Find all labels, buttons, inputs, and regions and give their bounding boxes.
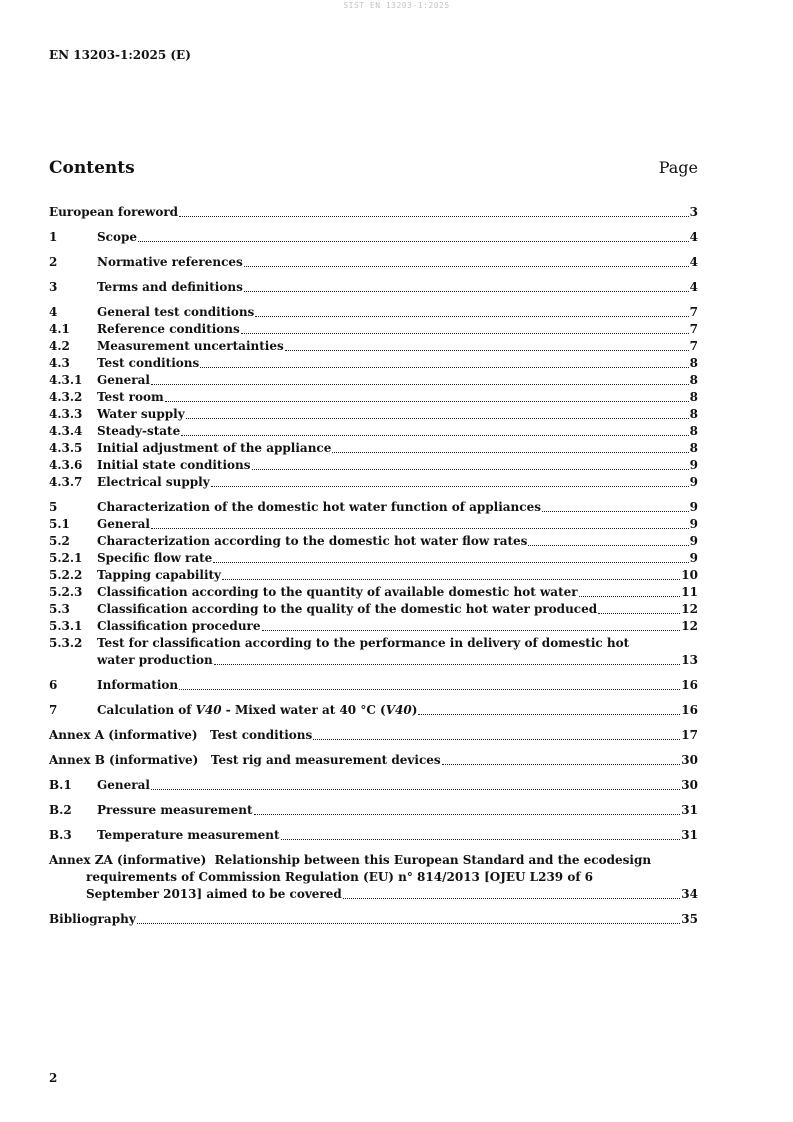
dot-leader xyxy=(542,511,689,512)
toc-entry-b-2[interactable] xyxy=(49,802,698,819)
toc-entry-number: 5.3.1 xyxy=(49,619,83,633)
dot-leader xyxy=(186,418,689,419)
toc-entry-title: Characterization of the domestic hot water function of appliances xyxy=(97,500,541,514)
toc-entry-number: 4.3.4 xyxy=(49,424,83,438)
toc-entry-4-1[interactable] xyxy=(49,321,698,338)
toc-entry-title: Scope xyxy=(97,230,138,244)
toc-entry-page: 17 xyxy=(681,728,698,742)
toc-entry-page: 8 xyxy=(689,356,698,370)
toc-entry-page: 8 xyxy=(689,407,698,421)
toc-entry-page: 3 xyxy=(689,205,698,219)
toc-entry-number: 6 xyxy=(49,678,58,692)
dot-leader xyxy=(181,435,688,436)
toc-entry-4-3-5[interactable] xyxy=(49,440,698,457)
toc-entry-title: Reference conditions xyxy=(97,322,240,336)
toc-entry-7[interactable] xyxy=(49,702,698,719)
toc-entry-page: 8 xyxy=(689,441,698,455)
toc-entry-number: 1 xyxy=(49,230,58,244)
dot-leader xyxy=(598,613,680,614)
v40-symbol: V40 xyxy=(385,703,412,717)
toc-entry-title: Specific flow rate xyxy=(97,551,213,565)
toc-entry-number: B.3 xyxy=(49,828,72,842)
toc-entry-number: 5.1 xyxy=(49,517,70,531)
dot-leader xyxy=(332,452,688,453)
toc-entry-number: 5.2 xyxy=(49,534,70,548)
dot-leader xyxy=(211,486,689,487)
contents-header xyxy=(49,158,698,178)
toc-entry-title: General test conditions xyxy=(97,305,255,319)
toc-entry-title: Information xyxy=(97,678,179,692)
toc-entry-title: Pressure measurement xyxy=(97,803,253,817)
toc-entry-number: 5.2.3 xyxy=(49,585,83,599)
page-number: 2 xyxy=(49,1071,58,1085)
toc-entry-5-3-1[interactable] xyxy=(49,618,698,635)
toc-entry-page: 31 xyxy=(681,803,698,817)
v40-symbol: V40 xyxy=(195,703,222,717)
toc-entry-title: European foreword xyxy=(49,205,179,219)
toc-entry-1[interactable] xyxy=(49,229,698,246)
toc-entry-number: 4 xyxy=(49,305,58,319)
toc-entry-4-3[interactable] xyxy=(49,355,698,372)
toc-entry-number: 4.1 xyxy=(49,322,70,336)
toc-entry-b-1[interactable] xyxy=(49,777,698,794)
dot-leader xyxy=(313,739,680,740)
toc-entry-page: 9 xyxy=(689,551,698,565)
toc-entry-number: 5.3 xyxy=(49,602,70,616)
toc-entry-5-2-1[interactable] xyxy=(49,550,698,567)
toc-entry-annex-b[interactable] xyxy=(49,752,698,769)
toc-entry-number: B.1 xyxy=(49,778,72,792)
toc-entry-number: B.2 xyxy=(49,803,72,817)
toc-entry-number: 4.3 xyxy=(49,356,70,370)
dot-leader xyxy=(528,545,688,546)
watermark: SIST EN 13203-1:2025 xyxy=(343,1,450,10)
toc-entry-number: 3 xyxy=(49,280,58,294)
toc-entry-page: 9 xyxy=(689,458,698,472)
contents-title: Contents xyxy=(49,158,135,178)
dot-leader xyxy=(252,469,689,470)
toc-entry-title: Bibliography xyxy=(49,912,136,926)
dot-leader xyxy=(418,714,680,715)
dot-leader xyxy=(179,216,689,217)
toc-entry-number: 2 xyxy=(49,255,58,269)
toc-entry-number: 5.2.2 xyxy=(49,568,83,582)
toc-entry-title: Measurement uncertainties xyxy=(97,339,284,353)
toc-entry-number: 5.3.2 xyxy=(49,636,83,650)
dot-leader xyxy=(151,789,680,790)
toc-entry-page: 31 xyxy=(681,828,698,842)
toc-entry-page: 4 xyxy=(689,230,698,244)
toc-entry-number: 4.3.2 xyxy=(49,390,83,404)
toc-entry-3[interactable] xyxy=(49,279,698,296)
toc-entry-title: Electrical supply xyxy=(97,475,210,489)
dot-leader xyxy=(262,630,681,631)
toc-entry-page: 9 xyxy=(689,534,698,548)
dot-leader xyxy=(165,401,689,402)
page-column-label: Page xyxy=(658,158,698,177)
toc-entry-4-3-4[interactable] xyxy=(49,423,698,440)
toc-entry-foreword[interactable] xyxy=(49,204,698,221)
toc-entry-2[interactable] xyxy=(49,254,698,271)
dot-leader xyxy=(244,291,689,292)
toc-entry-title: Test room xyxy=(97,390,164,404)
toc-entry-page: 10 xyxy=(681,568,698,582)
toc-entry-6[interactable] xyxy=(49,677,698,694)
toc-entry-4-3-6[interactable] xyxy=(49,457,698,474)
toc-entry-title: Steady-state xyxy=(97,424,181,438)
toc-entry-page: 12 xyxy=(681,602,698,616)
toc-entry-annex-a[interactable] xyxy=(49,727,698,744)
toc-entry-title: Annex B (informative) Test rig and measurement devices xyxy=(49,753,441,767)
toc-entry-5-3[interactable] xyxy=(49,601,698,618)
toc-entry-number: 4.3.3 xyxy=(49,407,83,421)
toc-entry-number: 4.2 xyxy=(49,339,70,353)
toc-entry-page: 35 xyxy=(681,912,698,926)
toc-entry-title: General xyxy=(97,778,150,792)
toc-entry-4[interactable] xyxy=(49,304,698,321)
dot-leader xyxy=(285,350,689,351)
toc-entry-title-line-3: September 2013] aimed to be covered xyxy=(86,887,342,901)
toc-entry-5-3-2[interactable] xyxy=(49,635,698,669)
toc-entry-page: 7 xyxy=(689,305,698,319)
dot-leader xyxy=(137,923,681,924)
dot-leader xyxy=(151,528,689,529)
toc-entry-title: Classification procedure xyxy=(97,619,261,633)
toc-entry-title-line-1: Test for classification according to the performance in delivery of domestic hot xyxy=(97,636,630,650)
toc-entry-4-3-2[interactable] xyxy=(49,389,698,406)
toc-entry-title: Characterization according to the domestic hot water flow rates xyxy=(97,534,528,548)
toc-entry-page: 4 xyxy=(689,280,698,294)
toc-entry-number: 5.2.1 xyxy=(49,551,83,565)
toc-entry-bibliography[interactable] xyxy=(49,911,698,928)
dot-leader xyxy=(214,664,681,665)
toc-entry-number: 7 xyxy=(49,703,58,717)
dot-leader xyxy=(442,764,681,765)
toc-entry-page: 13 xyxy=(681,653,698,667)
toc-entry-5-2-2[interactable] xyxy=(49,567,698,584)
toc-entry-title-line-2: requirements of Commission Regulation (EU) n° 814/2013 [OJEU L239 of 6 xyxy=(86,870,594,884)
toc-entry-number: 4.3.5 xyxy=(49,441,83,455)
dot-leader xyxy=(579,596,681,597)
toc-entry-page: 8 xyxy=(689,390,698,404)
toc-entry-number: 4.3.6 xyxy=(49,458,83,472)
toc-entry-page: 9 xyxy=(689,475,698,489)
toc-entry-title: Annex A (informative) Test conditions xyxy=(49,728,313,742)
toc-entry-page: 7 xyxy=(689,322,698,336)
toc-entry-title: Calculation of V40 - Mixed water at 40 °C (V40) xyxy=(97,703,418,717)
toc-entry-5-1[interactable] xyxy=(49,516,698,533)
toc-entry-5-2[interactable] xyxy=(49,533,698,550)
toc-entry-annex-za[interactable] xyxy=(49,852,698,903)
toc-entry-title: Initial adjustment of the appliance xyxy=(97,441,332,455)
toc-entry-title-line-1: Annex ZA (informative) Relationship between this European Standard and the ecodesign xyxy=(49,853,652,867)
dot-leader xyxy=(255,316,688,317)
dot-leader xyxy=(138,241,689,242)
toc-entry-page: 9 xyxy=(689,500,698,514)
toc-entry-page: 30 xyxy=(681,753,698,767)
toc-entry-4-3-1[interactable] xyxy=(49,372,698,389)
toc-entry-title: Classification according to the quality of the domestic hot water produced xyxy=(97,602,598,616)
toc-entry-number: 4.3.1 xyxy=(49,373,83,387)
toc-entry-title: Normative references xyxy=(97,255,243,269)
toc-entry-page: 8 xyxy=(689,373,698,387)
toc-entry-5-2-3[interactable] xyxy=(49,584,698,601)
dot-leader xyxy=(200,367,688,368)
toc-entry-4-3-7[interactable] xyxy=(49,474,698,491)
toc-entry-page: 16 xyxy=(681,678,698,692)
document-identifier: EN 13203-1:2025 (E) xyxy=(49,48,191,62)
dot-leader xyxy=(281,839,681,840)
toc-entry-title: Test conditions xyxy=(97,356,200,370)
table-of-contents xyxy=(49,204,698,928)
toc-entry-title: Classification according to the quantity of available domestic hot water xyxy=(97,585,578,599)
toc-entry-page: 9 xyxy=(689,517,698,531)
dot-leader xyxy=(241,333,689,334)
toc-entry-4-2[interactable] xyxy=(49,338,698,355)
toc-entry-page: 7 xyxy=(689,339,698,353)
dot-leader xyxy=(244,266,689,267)
toc-entry-title-line-2: water production xyxy=(97,653,213,667)
toc-entry-b-3[interactable] xyxy=(49,827,698,844)
dot-leader xyxy=(151,384,689,385)
toc-entry-number: 4.3.7 xyxy=(49,475,83,489)
toc-entry-4-3-3[interactable] xyxy=(49,406,698,423)
toc-entry-page: 11 xyxy=(681,585,698,599)
toc-entry-page: 30 xyxy=(681,778,698,792)
toc-entry-title: General xyxy=(97,373,150,387)
toc-entry-title: Temperature measurement xyxy=(97,828,280,842)
toc-entry-title: Water supply xyxy=(97,407,185,421)
dot-leader xyxy=(213,562,688,563)
toc-entry-title: Tapping capability xyxy=(97,568,222,582)
dot-leader xyxy=(254,814,681,815)
dot-leader xyxy=(343,898,681,899)
toc-entry-page: 8 xyxy=(689,424,698,438)
toc-entry-page: 4 xyxy=(689,255,698,269)
toc-entry-number: 5 xyxy=(49,500,58,514)
toc-entry-page: 16 xyxy=(681,703,698,717)
toc-entry-page: 12 xyxy=(681,619,698,633)
toc-entry-title: Terms and definitions xyxy=(97,280,243,294)
toc-entry-title: Initial state conditions xyxy=(97,458,251,472)
toc-entry-title: General xyxy=(97,517,150,531)
toc-entry-page: 34 xyxy=(681,887,698,901)
dot-leader xyxy=(222,579,680,580)
dot-leader xyxy=(179,689,680,690)
toc-entry-5[interactable] xyxy=(49,499,698,516)
